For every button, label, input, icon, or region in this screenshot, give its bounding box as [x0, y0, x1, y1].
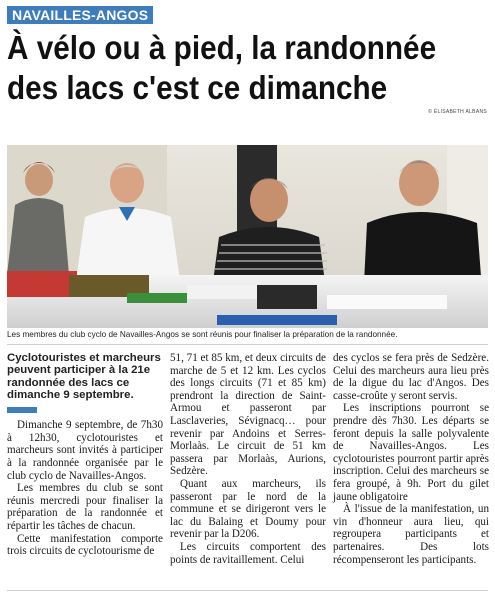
- paragraph: Les inscriptions pourront se prendre dès 7h30. Les départs se feront depuis la salle polyvalente de Navailles-Angos. Les cyclotouristes pourront partir après inscription. Celui des marcheurs se fera groupé, à 9h. Port du gilet jaune obligatoire: [333, 402, 489, 503]
- paragraph: À l'issue de la manifestation, un vin d'honneur aura lieu, qui regroupera participants et partenaires. Des lots récompenseront les participants.: [333, 503, 489, 566]
- bottom-divider: [7, 590, 488, 591]
- paragraph: Dimanche 9 septembre, de 7h30 à 12h30, cyclotouristes et marcheurs sont invités à participer à la randonnée organisée par le club cyclo de Navailles-Angos.: [7, 419, 163, 482]
- article-column-1: [7, 352, 163, 558]
- paragraph: Les circuits comportent des points de ravitaillement. Celui: [170, 540, 326, 566]
- article-photo: [7, 145, 488, 328]
- photo-credit: © ÉLISABETH ALBANS: [428, 109, 487, 115]
- paragraph: des cyclos se fera près de Sedzère. Celui des marcheurs aura lieu près de la digue du lac d'Angos. Des casse-croûte y seront servis.: [333, 352, 489, 402]
- article-lead: Cyclotouristes et marcheurs peuvent participer à la 21e randonnée des lacs ce dimanche 9 septembre.: [7, 352, 161, 401]
- article-column-2: [170, 352, 326, 566]
- article-column-3: [333, 352, 489, 566]
- article-headline: [7, 28, 441, 108]
- paragraph: Cette manifestation comporte trois circuits de cyclotourisme de: [7, 532, 163, 558]
- photo-caption: Les membres du club cyclo de Navailles-Angos se sont réunis pour finaliser la préparation de la randonnée.: [7, 330, 398, 339]
- section-kicker: NAVAILLES-ANGOS: [7, 6, 153, 24]
- lead-accent-bar: [7, 407, 37, 413]
- paragraph: Quant aux marcheurs, ils passeront par le nord de la commune et se dirigeront vers le lac du Balaing et Doumy pour revenir par la D206.: [170, 477, 326, 541]
- headline-line-2: des lacs c'est ce dimanche: [7, 69, 388, 106]
- paragraph: Les membres du club se sont réunis mercredi pour finaliser la préparation de la randonnée et répartir les tâches de chacun.: [7, 482, 163, 532]
- paragraph: 51, 71 et 85 km, et deux circuits de marche de 5 et 12 km. Les cyclos des longs circuits (71 et 85 km) prendront la direction de Saint-Armou et passeront par Lasclaveries, Sévignacq… pour revenir par Andoins et Serres-Morlaàs. Le circuit de 51 km passera par Morlaàs, Aurions, Sedzère.: [170, 352, 326, 478]
- caption-divider: [7, 344, 488, 345]
- headline-line-1: À vélo ou à pied, la randonnée: [7, 29, 437, 66]
- meeting-photo-illustration: [7, 145, 488, 328]
